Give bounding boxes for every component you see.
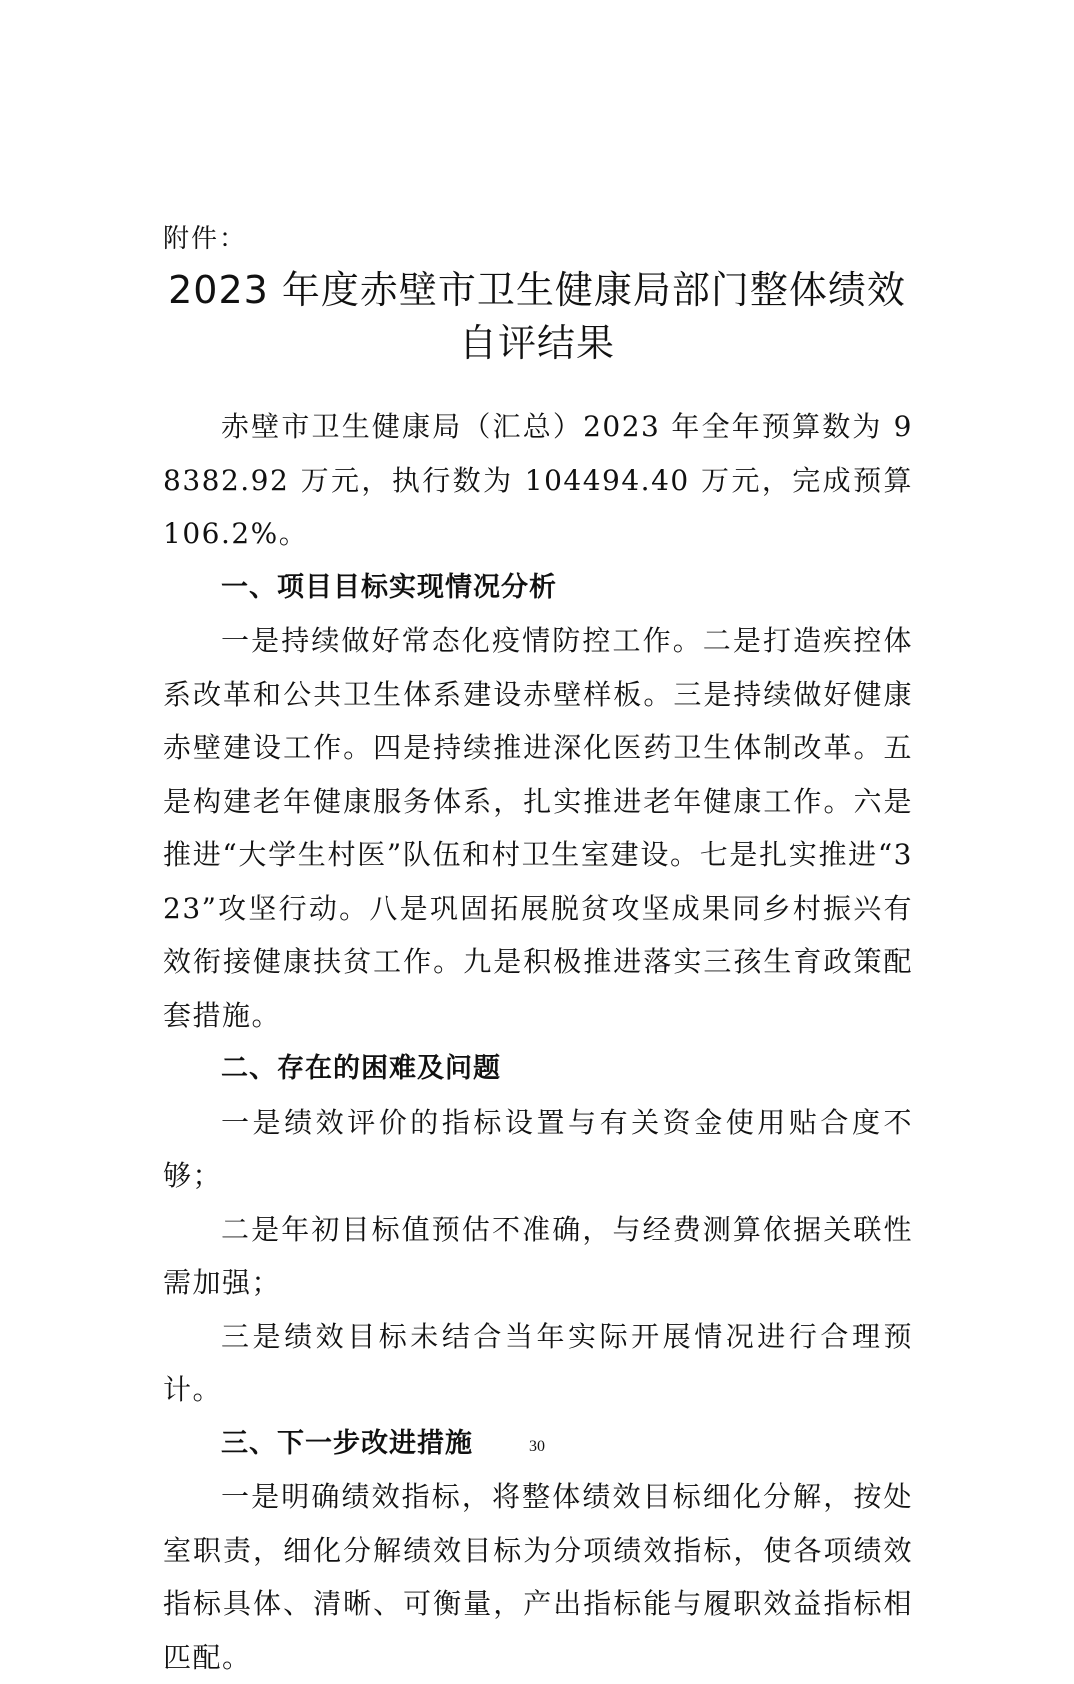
document-title-line1: 2023 年度赤壁市卫生健康局部门整体绩效 <box>168 268 906 312</box>
section2-item-3: 三是绩效目标未结合当年实际开展情况进行合理预计。 <box>163 1319 913 1406</box>
section2-item-1: 一是绩效评价的指标设置与有关资金使用贴合度不够； <box>163 1105 913 1192</box>
intro-paragraph: 赤壁市卫生健康局（汇总）2023 年全年预算数为 98382.92 万元，执行数为 104494.40 万元，完成预算 106.2%。 <box>163 410 913 550</box>
section3-heading: 三、下一步改进措施 <box>221 1427 473 1459</box>
document-body <box>163 400 913 1684</box>
section1-heading: 一、项目目标实现情况分析 <box>221 571 557 603</box>
section3-paragraph: 一是明确绩效指标，将整体绩效目标细化分解，按处室职责，细化分解绩效目标为分项绩效指标，使各项绩效指标具体、清晰、可衡量，产出指标能与履职效益指标相匹配。 <box>163 1480 913 1674</box>
section2-item-2: 二是年初目标值预估不准确，与经费测算依据关联性需加强； <box>163 1212 913 1299</box>
section1-paragraph: 一是持续做好常态化疫情防控工作。二是打造疾控体系改革和公共卫生体系建设赤壁样板。三是持续做好健康赤壁建设工作。四是持续推进深化医药卫生体制改革。五是构建老年健康服务体系，扎实推进老年健康工作。六是推进“大学生村医”队伍和村卫生室建设。七是扎实推进“323”攻坚行动。八是巩固拓展脱贫攻坚成果同乡村振兴有效衔接健康扶贫工作。九是积极推进落实三孩生育政策配套措施。 <box>163 624 913 1032</box>
document-title-line2: 自评结果 <box>458 321 615 365</box>
section2-heading: 二、存在的困难及问题 <box>221 1053 501 1084</box>
page-number: 30 <box>529 1438 545 1455</box>
attachment-label: 附件： <box>163 224 248 254</box>
